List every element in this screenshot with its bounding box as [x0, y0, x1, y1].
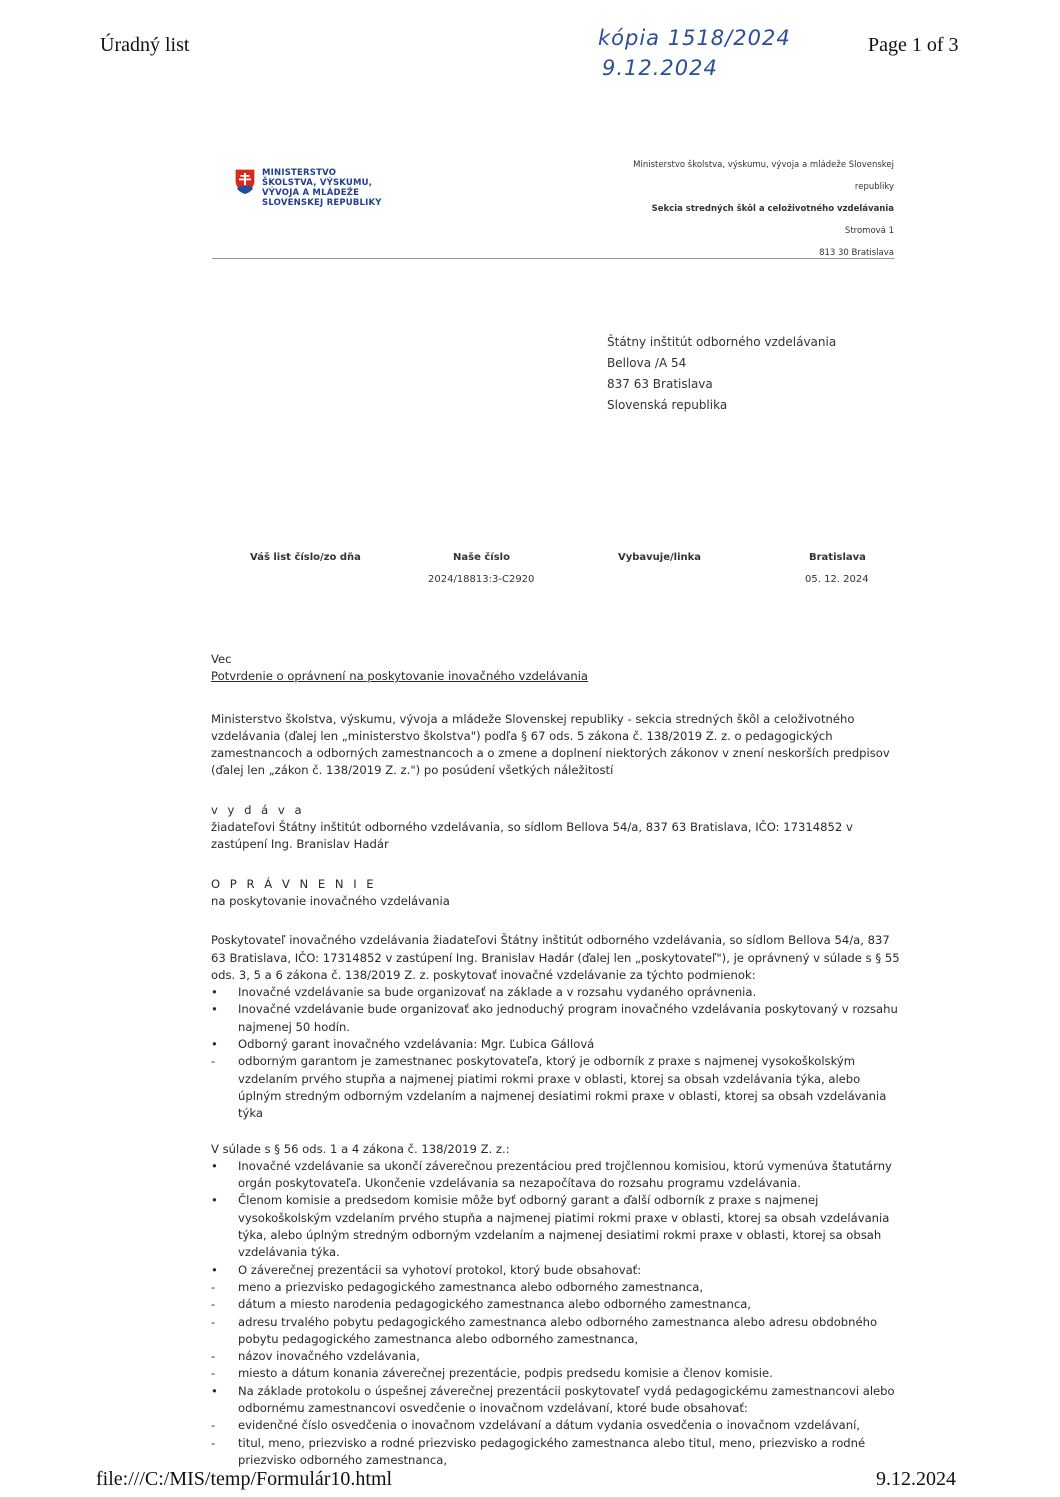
list-item: - miesto a dátum konania záverečnej prezentácie, podpis predsedu komisie a členov komisie.	[211, 1366, 773, 1381]
subject-title: Potvrdenie o oprávnení na poskytovanie inovačného vzdelávania	[211, 669, 589, 684]
list-item: • Členom komisie a predsedom komisie môže byť odborný garant a ďalší odborník z praxe s najmenej vysokoškolským vzdelaním prvého stupňa a najmenej piatimi rokmi praxe v oblasti, ktorej sa obsah vzdelávania týka, alebo úplným stredným odborným vzdelaním a najmenej desiatimi rokmi praxe v oblasti, ktorej sa obsah vzdelávania týka.	[211, 1193, 890, 1260]
page-number: Page 1 of 3	[868, 34, 959, 56]
your-letter-label: Váš list číslo/zo dňa	[250, 552, 361, 563]
handled-by-label: Vybavuje/linka	[618, 552, 702, 563]
authorization-heading: O P R Á V N E N I E	[211, 876, 377, 891]
list-item: • Na základe protokolu o úspešnej záverečnej prezentácii poskytovateľ vydá pedagogickému zamestnancovi alebo odbornému zamestnancovi osvedčenie o inovačnom vzdelávaní, ktoré bude obsahovať:	[211, 1383, 895, 1415]
list-item: - titul, meno, priezvisko a rodné priezvisko pedagogického zamestnanca alebo titul, meno, priezvisko a rodné priezvisko odborného zamestnanca,	[211, 1435, 866, 1467]
intro-paragraph: Ministerstvo školstva, výskumu, vývoja a mládeže Slovenskej republiky - sekcia stredných škôl a celoživotného vzdelávania (ďalej len „ministerstvo školstva") podľa § 67 ods. 5 zákona č. 138/2019 Z. z. o pedagogických zamestnancoch a odborných zamestnancoch a o zmene a doplnení niektorých zákonov v znení neskorších predpisov (ďalej len „zákon č. 138/2019 Z. z.") po posúdení všetkých náležitostí	[211, 711, 890, 778]
legal-basis-paragraph: V súlade s § 56 ods. 1 a 4 zákona č. 138/2019 Z. z.:	[211, 1141, 510, 1156]
list-item: • Odborný garant inovačného vzdelávania: Mgr. Ľubica Gállová	[211, 1037, 595, 1052]
list-item: - odborným garantom je zamestnanec poskytovateľa, ktorý je odborník z praxe s najmenej vysokoškolským vzdelaním prvého stupňa a najmenej piatimi rokmi praxe v oblasti, ktorej sa obsah vzdelávania týka, alebo úplným stredným odborným vzdelaním a najmenej desiatimi rokmi praxe v oblasti, ktorej sa obsah vzdelávania týka	[211, 1054, 887, 1121]
recipient-line-2: Bellova /A 54	[607, 356, 687, 370]
sender-line-1: Ministerstvo školstva, výskumu, vývoja a mládeže Slovenskej	[633, 160, 894, 170]
handwritten-date: 9.12.2024	[602, 56, 718, 80]
list-item: - evidenčné číslo osvedčenia o inovačnom vzdelávaní a dátum vydania osvedčenia o inovačnom vzdelávaní,	[211, 1418, 860, 1433]
sender-line-2: republiky	[854, 182, 894, 192]
document-title: Úradný list	[100, 34, 190, 56]
file-path-footer: file:///C:/MIS/temp/Formulár10.html	[96, 1468, 393, 1490]
our-number-label: Naše číslo	[453, 552, 510, 563]
list-item: - meno a priezvisko pedagogického zamestnanca alebo odborného zamestnanca,	[211, 1279, 704, 1294]
recipient-line-3: 837 63 Bratislava	[607, 377, 713, 391]
authorization-subheading: na poskytovanie inovačného vzdelávania	[211, 893, 450, 908]
our-number-value: 2024/18813:3-C2920	[428, 574, 535, 585]
issues-heading: v y d á v a	[211, 802, 305, 817]
header-divider	[212, 258, 895, 259]
ministry-logo	[234, 168, 382, 208]
date-value: 05. 12. 2024	[805, 574, 869, 585]
print-date-footer: 9.12.2024	[876, 1468, 956, 1490]
list-item: • O záverečnej prezentácii sa vyhotoví protokol, ktorý bude obsahovať:	[211, 1262, 642, 1277]
sender-address	[633, 154, 894, 264]
place-label: Bratislava	[809, 552, 866, 563]
coat-of-arms-icon	[234, 168, 256, 195]
logo-line-4: SLOVENSKEJ REPUBLIKY	[262, 198, 382, 208]
sender-line-5: 813 30 Bratislava	[819, 248, 894, 258]
recipient-line-1: Štátny inštitút odborného vzdelávania	[607, 335, 837, 349]
recipient-address	[607, 332, 836, 416]
logo-line-2: ŠKOLSTVA, VÝSKUMU,	[262, 178, 373, 188]
logo-line-3: VÝVOJA A MLÁDEŽE	[262, 188, 360, 198]
completion-list	[211, 1158, 901, 1469]
conditions-list	[211, 984, 901, 1122]
list-item: • Inovačné vzdelávanie sa bude organizovať na základe a v rozsahu vydaného oprávnenia.	[211, 985, 757, 1000]
list-item: • Inovačné vzdelávanie bude organizovať ako jednoduchý program inovačného vzdelávania poskytovaný v rozsahu najmenej 50 hodín.	[211, 1002, 898, 1034]
sender-line-4: Stromová 1	[844, 226, 894, 236]
handwritten-copy-number: kópia 1518/2024	[598, 26, 791, 50]
letter-body	[211, 651, 901, 1469]
logo-line-1: MINISTERSTVO	[262, 168, 337, 178]
subject-label: Vec	[211, 652, 232, 666]
list-item: - názov inovačného vzdelávania,	[211, 1349, 420, 1364]
recipient-line-4: Slovenská republika	[607, 398, 728, 412]
sender-line-3: Sekcia stredných škôl a celoživotného vzdelávania	[651, 204, 894, 214]
list-item: - adresu trvalého pobytu pedagogického zamestnanca alebo odborného zamestnanca alebo adresu obdobného pobytu pedagogického zamestnanca alebo odborného zamestnanca,	[211, 1314, 878, 1346]
issues-text: žiadateľovi Štátny inštitút odborného vzdelávania, so sídlom Bellova 54/a, 837 63 Bratislava, IČO: 17314852 v zastúpení Ing. Branislav Hadár	[211, 820, 853, 852]
conditions-paragraph: Poskytovateľ inovačného vzdelávania žiadateľovi Štátny inštitút odborného vzdelávania, so sídlom Bellova 54/a, 837 63 Bratislava, IČO: 17314852 v zastúpení Ing. Branislav Hadár (ďalej len „poskytovateľ"), je oprávnený v súlade s § 55 ods. 3, 5 a 6 zákona č. 138/2019 Z. z. poskytovať inovačné vzdelávanie za týchto podmienok:	[211, 933, 900, 982]
list-item: • Inovačné vzdelávanie sa ukončí záverečnou prezentáciou pred trojčlennou komisiou, ktorú vymenúva štatutárny orgán poskytovateľa. Ukončenie vzdelávania sa nezapočítava do rozsahu programu vzdelávania.	[211, 1158, 892, 1191]
list-item: - dátum a miesto narodenia pedagogického zamestnanca alebo odborného zamestnanca,	[211, 1297, 751, 1312]
